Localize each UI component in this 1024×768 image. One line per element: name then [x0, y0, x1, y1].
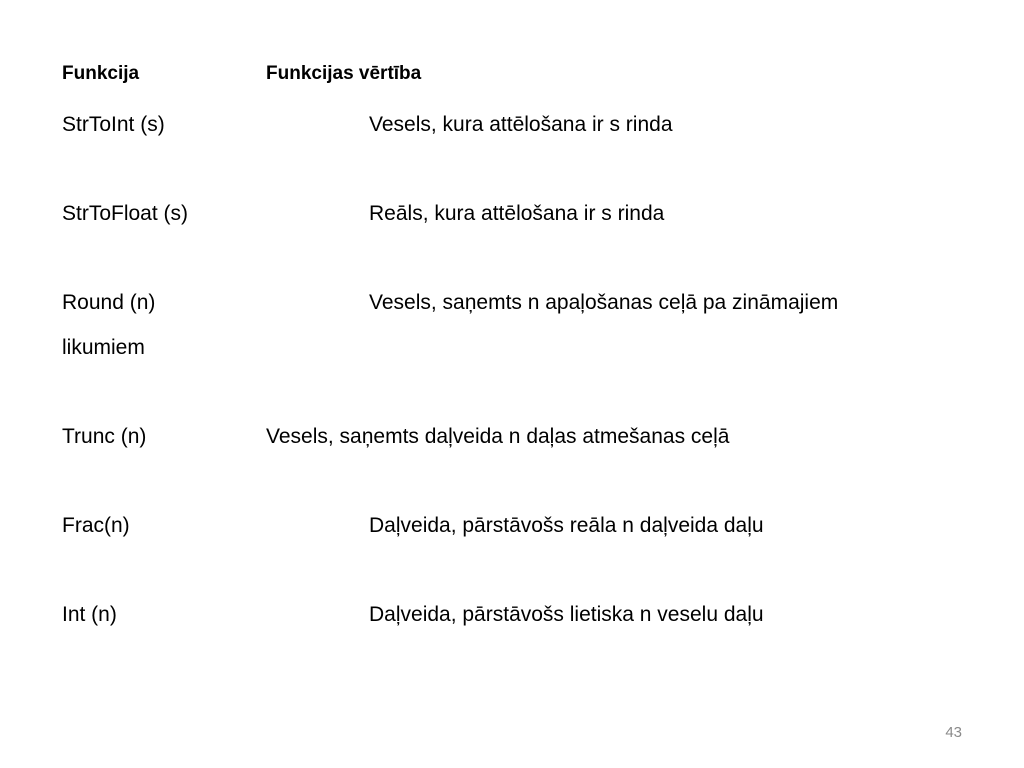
- row-int-value: Daļveida, pārstāvošs lietiska n veselu daļu: [369, 603, 764, 626]
- row-int-function: Int (n): [62, 603, 117, 626]
- row-frac-value: Daļveida, pārstāvošs reāla n daļveida daļu: [369, 514, 764, 537]
- header-function-value: Funkcijas vērtība: [266, 63, 422, 84]
- row-round-value-continuation: likumiem: [62, 336, 145, 359]
- row-trunc-value: Vesels, saņemts daļveida n daļas atmešanas ceļā: [266, 425, 730, 448]
- row-strtofloat-function: StrToFloat (s): [62, 202, 189, 225]
- row-strtoint-function: StrToInt (s): [62, 113, 165, 136]
- row-round-function: Round (n): [62, 291, 156, 314]
- row-trunc-function: Trunc (n): [62, 425, 147, 448]
- row-strtofloat-value: Reāls, kura attēlošana ir s rinda: [369, 202, 665, 225]
- page-number: 43: [945, 724, 962, 741]
- row-frac-function: Frac(n): [62, 514, 130, 537]
- row-strtoint-value: Vesels, kura attēlošana ir s rinda: [369, 113, 673, 136]
- row-round-value: Vesels, saņemts n apaļošanas ceļā pa zināmajiem: [369, 291, 839, 314]
- header-function: Funkcija: [62, 63, 140, 84]
